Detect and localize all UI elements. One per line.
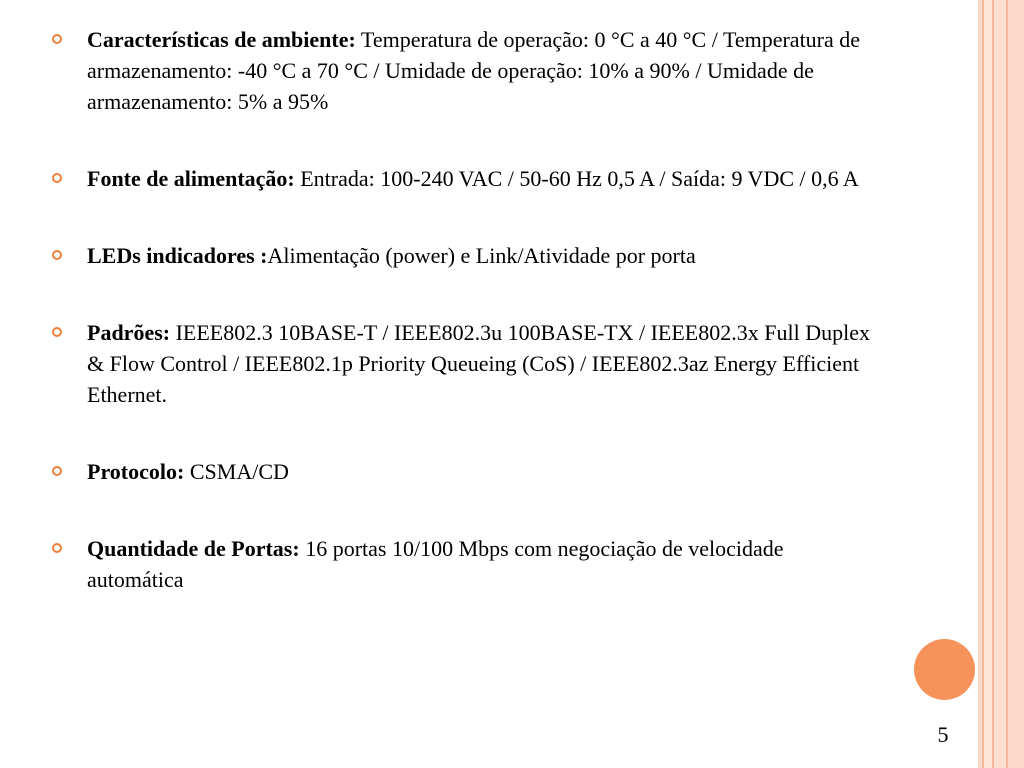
bullet-term: Características de ambiente: [87,27,356,52]
bullet-term: Padrões: [87,320,171,345]
border-stripe [1008,0,1024,768]
decorative-right-border [978,0,1024,768]
bullet-text: 16 portas 10/100 Mbps com negociação de velocidade automática [87,536,784,592]
bullet-marker-icon [52,250,62,260]
page-number: 5 [937,722,949,747]
bullet-marker-icon [52,173,62,183]
bullet-text: CSMA/CD [184,459,289,484]
bullet-marker-icon [52,466,62,476]
bullet-port-quantity [52,533,872,595]
border-stripe [984,0,992,768]
bullet-term: Quantidade de Portas: [87,536,300,561]
bullet-text: Entrada: 100-240 VAC / 50-60 Hz 0,5 A / Saída: 9 VDC / 0,6 A [294,166,859,191]
bullet-list [52,24,872,595]
bullet-protocol [52,456,872,487]
bullet-term: Fonte de alimentação: [87,166,295,191]
bullet-text: Temperatura de operação: 0 °C a 40 °C / Temperatura de armazenamento: -40 °C a 70 °C / Umidade de operação: 10% a 90% / Umidade de armazenamento: 5% a 95% [87,27,861,114]
bullet-ambient-characteristics [52,24,872,117]
bullet-power-supply [52,163,872,194]
bullet-text: IEEE802.3 10BASE-T / IEEE802.3u 100BASE-TX / IEEE802.3x Full Duplex & Flow Control / IEEE802.1p Priority Queueing (CoS) / IEEE802.3az Energy Efficient Ethernet. [87,320,870,407]
bullet-term: Protocolo: [87,459,185,484]
bullet-marker-icon [52,34,62,44]
bullet-led-indicators [52,240,872,271]
bullet-marker-icon [52,327,62,337]
border-stripe [994,0,1006,768]
bullet-marker-icon [52,543,62,553]
bullet-term: LEDs indicadores : [87,243,268,268]
bullet-text: Alimentação (power) e Link/Atividade por porta [267,243,696,268]
decorative-circle [914,639,975,700]
bullet-standards [52,317,872,410]
